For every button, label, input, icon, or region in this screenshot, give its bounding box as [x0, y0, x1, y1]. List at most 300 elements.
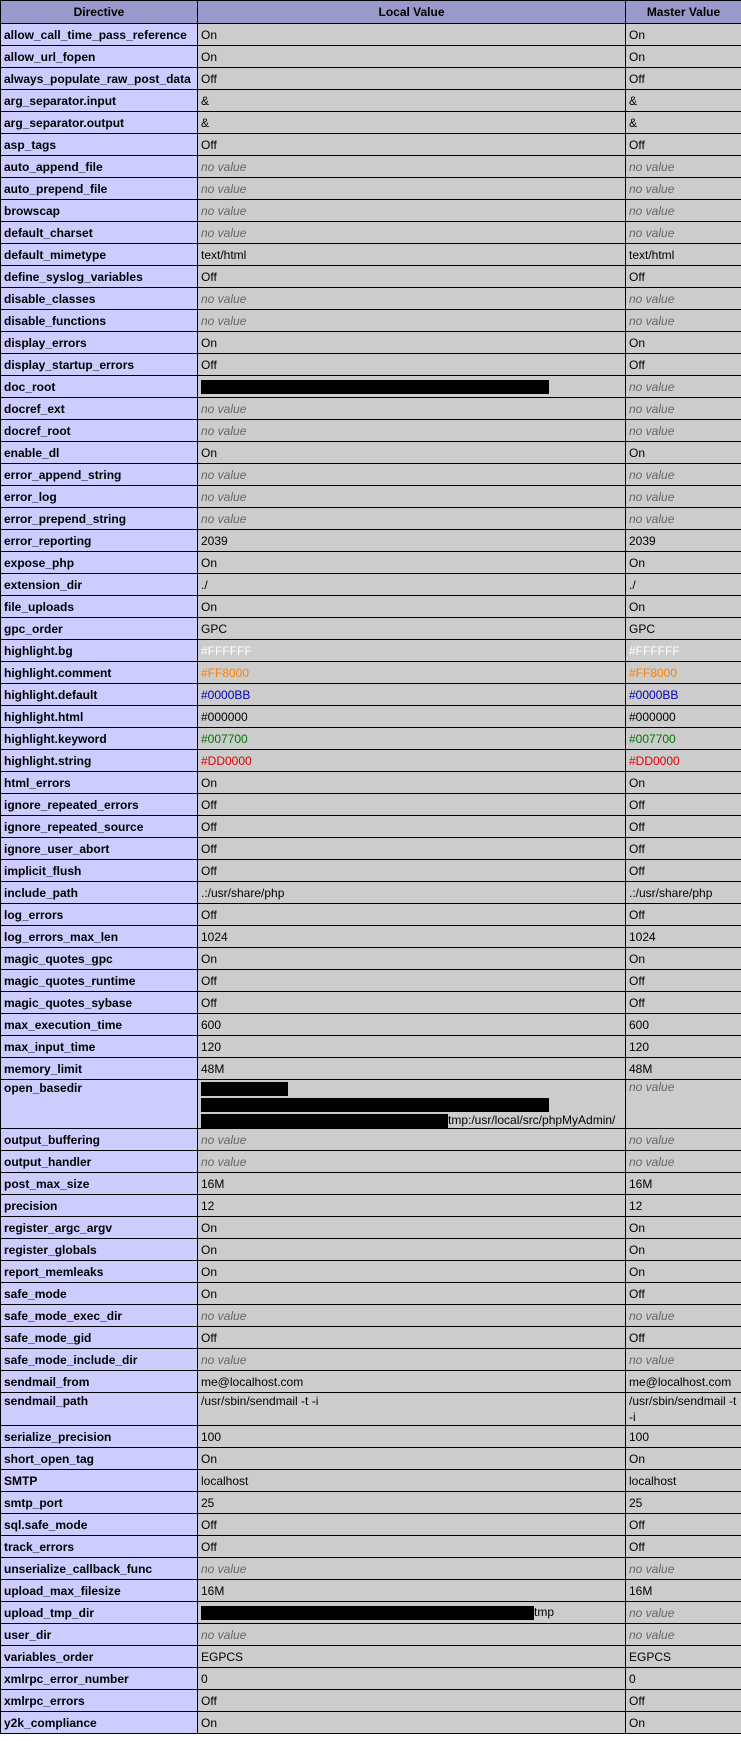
master-value: &	[626, 112, 741, 134]
local-value: On	[198, 1283, 626, 1305]
directive-name: safe_mode	[1, 1283, 198, 1305]
redaction-block	[201, 1082, 288, 1096]
no-value-text: no value	[629, 1352, 675, 1367]
no-value-text: no value	[201, 1627, 247, 1642]
no-value-text: no value	[629, 313, 675, 328]
master-value	[626, 1558, 741, 1580]
table-row	[1, 90, 741, 112]
table-row	[1, 420, 741, 442]
table-row	[1, 1261, 741, 1283]
directive-name: ignore_repeated_errors	[1, 794, 198, 816]
table-row	[1, 1305, 741, 1327]
directive-name: display_startup_errors	[1, 354, 198, 376]
no-value-text: no value	[201, 401, 247, 416]
directive-name: disable_functions	[1, 310, 198, 332]
master-value: &	[626, 90, 741, 112]
local-value: 600	[198, 1014, 626, 1036]
directive-name: max_input_time	[1, 1036, 198, 1058]
directive-name: safe_mode_include_dir	[1, 1349, 198, 1371]
directive-name: short_open_tag	[1, 1448, 198, 1470]
no-value-text: no value	[201, 1132, 247, 1147]
directive-name: implicit_flush	[1, 860, 198, 882]
no-value-text: no value	[629, 1308, 675, 1323]
table-row	[1, 1393, 741, 1426]
local-value	[198, 1080, 626, 1129]
directive-name: sql.safe_mode	[1, 1514, 198, 1536]
table-row	[1, 1239, 741, 1261]
master-value: On	[626, 46, 741, 68]
local-value: On	[198, 552, 626, 574]
table-row	[1, 772, 741, 794]
directive-name: safe_mode_exec_dir	[1, 1305, 198, 1327]
local-value: 16M	[198, 1580, 626, 1602]
no-value-text: no value	[629, 511, 675, 526]
local-value: 25	[198, 1492, 626, 1514]
master-value: On	[626, 24, 741, 46]
table-row	[1, 1470, 741, 1492]
directive-name: register_argc_argv	[1, 1217, 198, 1239]
master-value: On	[626, 442, 741, 464]
local-value	[198, 420, 626, 442]
table-row	[1, 178, 741, 200]
redaction-block	[201, 1098, 549, 1112]
master-value: Off	[626, 266, 741, 288]
directive-name: magic_quotes_runtime	[1, 970, 198, 992]
directive-name: highlight.comment	[1, 662, 198, 684]
table-row	[1, 904, 741, 926]
table-row	[1, 860, 741, 882]
table-row	[1, 1195, 741, 1217]
master-value	[626, 178, 741, 200]
table-row	[1, 1426, 741, 1448]
local-value: On	[198, 948, 626, 970]
no-value-text: no value	[201, 511, 247, 526]
master-value: GPC	[626, 618, 741, 640]
table-row	[1, 508, 741, 530]
no-value-text: no value	[201, 313, 247, 328]
no-value-text: no value	[629, 467, 675, 482]
master-value	[626, 1305, 741, 1327]
no-value-text: no value	[629, 1080, 675, 1094]
master-value: localhost	[626, 1470, 741, 1492]
table-row	[1, 244, 741, 266]
master-value: On	[626, 332, 741, 354]
master-value: .:/usr/share/php	[626, 882, 741, 904]
no-value-text: no value	[629, 1561, 675, 1576]
master-value: 48M	[626, 1058, 741, 1080]
redacted-line-suffix: tmp:/usr/local/src/phpMyAdmin/	[448, 1113, 616, 1127]
table-row	[1, 200, 741, 222]
directive-name: sendmail_path	[1, 1393, 198, 1426]
directive-name: docref_ext	[1, 398, 198, 420]
master-value: 2039	[626, 530, 741, 552]
local-value: 12	[198, 1195, 626, 1217]
no-value-text: no value	[201, 159, 247, 174]
table-row	[1, 948, 741, 970]
local-value	[198, 288, 626, 310]
directive-name: always_populate_raw_post_data	[1, 68, 198, 90]
no-value-text: no value	[629, 291, 675, 306]
directive-name: error_append_string	[1, 464, 198, 486]
master-value: Off	[626, 970, 741, 992]
directive-name: default_charset	[1, 222, 198, 244]
master-value: On	[626, 1712, 741, 1734]
directive-name: include_path	[1, 882, 198, 904]
no-value-text: no value	[201, 423, 247, 438]
master-value: On	[626, 1217, 741, 1239]
directive-name: smtp_port	[1, 1492, 198, 1514]
directive-name: max_execution_time	[1, 1014, 198, 1036]
local-value: On	[198, 1712, 626, 1734]
table-row	[1, 530, 741, 552]
table-row	[1, 1668, 741, 1690]
local-value: On	[198, 1217, 626, 1239]
local-value: #000000	[198, 706, 626, 728]
master-value	[626, 1349, 741, 1371]
local-value: me@localhost.com	[198, 1371, 626, 1393]
directive-name: extension_dir	[1, 574, 198, 596]
master-value	[626, 420, 741, 442]
table-row	[1, 46, 741, 68]
master-value: 100	[626, 1426, 741, 1448]
local-value: Off	[198, 816, 626, 838]
table-row	[1, 464, 741, 486]
local-value: &	[198, 90, 626, 112]
local-value: Off	[198, 1514, 626, 1536]
directive-name: define_syslog_variables	[1, 266, 198, 288]
directive-name: file_uploads	[1, 596, 198, 618]
master-value: On	[626, 552, 741, 574]
master-value: Off	[626, 794, 741, 816]
table-row	[1, 750, 741, 772]
local-value: Off	[198, 860, 626, 882]
table-row	[1, 266, 741, 288]
table-row	[1, 1217, 741, 1239]
local-value: Off	[198, 1536, 626, 1558]
master-value	[626, 156, 741, 178]
table-row	[1, 640, 741, 662]
table-row	[1, 926, 741, 948]
no-value-text: no value	[629, 489, 675, 504]
local-value: 1024	[198, 926, 626, 948]
table-row	[1, 1536, 741, 1558]
table-row	[1, 1690, 741, 1712]
directive-name: user_dir	[1, 1624, 198, 1646]
master-value: Off	[626, 816, 741, 838]
master-value: Off	[626, 68, 741, 90]
local-value: 2039	[198, 530, 626, 552]
directive-name: register_globals	[1, 1239, 198, 1261]
master-value: Off	[626, 1514, 741, 1536]
master-value: Off	[626, 838, 741, 860]
local-value: 100	[198, 1426, 626, 1448]
local-value: #FF8000	[198, 662, 626, 684]
table-row	[1, 1624, 741, 1646]
directive-name: allow_call_time_pass_reference	[1, 24, 198, 46]
directive-name: highlight.string	[1, 750, 198, 772]
table-row	[1, 992, 741, 1014]
master-value: On	[626, 596, 741, 618]
local-value: localhost	[198, 1470, 626, 1492]
table-row	[1, 112, 741, 134]
table-row	[1, 662, 741, 684]
local-value: On	[198, 442, 626, 464]
master-value: 16M	[626, 1173, 741, 1195]
directive-name: ignore_user_abort	[1, 838, 198, 860]
directive-name: gpc_order	[1, 618, 198, 640]
master-value	[626, 1080, 741, 1129]
directive-name: variables_order	[1, 1646, 198, 1668]
redaction-block	[201, 1114, 448, 1128]
table-row	[1, 1448, 741, 1470]
directive-name: highlight.keyword	[1, 728, 198, 750]
master-value: Off	[626, 134, 741, 156]
directive-name: display_errors	[1, 332, 198, 354]
no-value-text: no value	[629, 159, 675, 174]
master-value: 16M	[626, 1580, 741, 1602]
local-value: .:/usr/share/php	[198, 882, 626, 904]
directive-name: magic_quotes_sybase	[1, 992, 198, 1014]
local-value: Off	[198, 794, 626, 816]
local-value: Off	[198, 266, 626, 288]
local-value	[198, 398, 626, 420]
local-value	[198, 310, 626, 332]
directive-name: upload_tmp_dir	[1, 1602, 198, 1624]
directive-name: precision	[1, 1195, 198, 1217]
master-value: Off	[626, 860, 741, 882]
local-value	[198, 1602, 626, 1624]
local-value: Off	[198, 904, 626, 926]
directive-name: log_errors_max_len	[1, 926, 198, 948]
local-value: #0000BB	[198, 684, 626, 706]
local-value-column-header: Local Value	[198, 1, 626, 24]
master-value	[626, 398, 741, 420]
local-value: #007700	[198, 728, 626, 750]
directive-name: doc_root	[1, 376, 198, 398]
directive-name: arg_separator.input	[1, 90, 198, 112]
no-value-text: no value	[201, 181, 247, 196]
no-value-text: no value	[629, 1627, 675, 1642]
redacted-line	[201, 1112, 622, 1128]
local-value	[198, 508, 626, 530]
local-value: On	[198, 332, 626, 354]
no-value-text: no value	[201, 489, 247, 504]
directive-name: arg_separator.output	[1, 112, 198, 134]
master-value: Off	[626, 904, 741, 926]
master-value: 1024	[626, 926, 741, 948]
master-value	[626, 288, 741, 310]
local-value: Off	[198, 1327, 626, 1349]
table-row	[1, 816, 741, 838]
no-value-text: no value	[201, 203, 247, 218]
directive-name: enable_dl	[1, 442, 198, 464]
no-value-text: no value	[201, 1352, 247, 1367]
table-header-row	[1, 1, 741, 24]
master-value: 25	[626, 1492, 741, 1514]
table-row	[1, 574, 741, 596]
master-value: On	[626, 1448, 741, 1470]
local-value: On	[198, 24, 626, 46]
directive-name: output_handler	[1, 1151, 198, 1173]
table-row	[1, 1558, 741, 1580]
local-value	[198, 178, 626, 200]
directive-name: expose_php	[1, 552, 198, 574]
master-value	[626, 1602, 741, 1624]
local-value: Off	[198, 354, 626, 376]
table-row	[1, 354, 741, 376]
table-row	[1, 1173, 741, 1195]
table-row	[1, 1712, 741, 1734]
table-row	[1, 838, 741, 860]
table-row	[1, 1371, 741, 1393]
master-value: Off	[626, 1690, 741, 1712]
master-value	[626, 376, 741, 398]
master-value	[626, 1129, 741, 1151]
table-row	[1, 1283, 741, 1305]
local-value	[198, 1151, 626, 1173]
directive-name: xmlrpc_error_number	[1, 1668, 198, 1690]
master-value: Off	[626, 992, 741, 1014]
master-value: On	[626, 1261, 741, 1283]
no-value-text: no value	[201, 1561, 247, 1576]
local-value	[198, 200, 626, 222]
local-value	[198, 464, 626, 486]
table-row	[1, 24, 741, 46]
local-value	[198, 1349, 626, 1371]
local-value: On	[198, 1261, 626, 1283]
directive-name: docref_root	[1, 420, 198, 442]
master-value	[626, 200, 741, 222]
table-row	[1, 706, 741, 728]
table-row	[1, 684, 741, 706]
table-row	[1, 1014, 741, 1036]
directive-name: default_mimetype	[1, 244, 198, 266]
table-row	[1, 1349, 741, 1371]
local-value: Off	[198, 1690, 626, 1712]
local-value: ./	[198, 574, 626, 596]
table-row	[1, 1129, 741, 1151]
redaction-block	[201, 380, 549, 394]
redacted-line-suffix: tmp	[534, 1605, 555, 1620]
table-row	[1, 728, 741, 750]
local-value: On	[198, 46, 626, 68]
local-value: EGPCS	[198, 1646, 626, 1668]
master-value: 0	[626, 1668, 741, 1690]
table-row	[1, 288, 741, 310]
local-value: Off	[198, 970, 626, 992]
no-value-text: no value	[201, 291, 247, 306]
directive-name: output_buffering	[1, 1129, 198, 1151]
directive-rows	[1, 24, 741, 1734]
local-value: 0	[198, 1668, 626, 1690]
redacted-line	[201, 1605, 554, 1619]
redacted-line	[201, 1080, 622, 1096]
no-value-text: no value	[629, 1605, 675, 1620]
table-row	[1, 1327, 741, 1349]
directive-name: post_max_size	[1, 1173, 198, 1195]
no-value-text: no value	[629, 379, 675, 394]
directive-name: xmlrpc_errors	[1, 1690, 198, 1712]
directive-name: report_memleaks	[1, 1261, 198, 1283]
local-value	[198, 222, 626, 244]
directive-name: open_basedir	[1, 1080, 198, 1129]
table-row	[1, 398, 741, 420]
local-value: On	[198, 772, 626, 794]
local-value: Off	[198, 68, 626, 90]
directive-name: SMTP	[1, 1470, 198, 1492]
local-value	[198, 1624, 626, 1646]
master-value: Off	[626, 1283, 741, 1305]
table-row	[1, 156, 741, 178]
master-value: #000000	[626, 706, 741, 728]
table-row	[1, 1602, 741, 1624]
local-value	[198, 376, 626, 398]
no-value-text: no value	[629, 423, 675, 438]
no-value-text: no value	[201, 1154, 247, 1169]
table-row	[1, 1514, 741, 1536]
master-value: 120	[626, 1036, 741, 1058]
directive-name: magic_quotes_gpc	[1, 948, 198, 970]
redacted-line	[201, 1096, 622, 1112]
master-value	[626, 508, 741, 530]
table-row	[1, 310, 741, 332]
table-row	[1, 332, 741, 354]
directive-name: error_log	[1, 486, 198, 508]
master-value: Off	[626, 354, 741, 376]
table-row	[1, 222, 741, 244]
master-value: me@localhost.com	[626, 1371, 741, 1393]
directive-name: auto_append_file	[1, 156, 198, 178]
master-value: #FF8000	[626, 662, 741, 684]
table-row	[1, 882, 741, 904]
redacted-line	[201, 379, 549, 393]
directive-name: browscap	[1, 200, 198, 222]
local-value	[198, 1305, 626, 1327]
table-row	[1, 486, 741, 508]
directive-name: serialize_precision	[1, 1426, 198, 1448]
directive-name: track_errors	[1, 1536, 198, 1558]
no-value-text: no value	[629, 1154, 675, 1169]
local-value: On	[198, 1448, 626, 1470]
master-value-column-header: Master Value	[626, 1, 741, 24]
table-row	[1, 1580, 741, 1602]
table-row	[1, 376, 741, 398]
directive-name: y2k_compliance	[1, 1712, 198, 1734]
master-value	[626, 1624, 741, 1646]
directive-name: log_errors	[1, 904, 198, 926]
directive-column-header: Directive	[1, 1, 198, 24]
table-row	[1, 596, 741, 618]
master-value: On	[626, 772, 741, 794]
master-value: On	[626, 948, 741, 970]
master-value	[626, 310, 741, 332]
local-value: text/html	[198, 244, 626, 266]
master-value: Off	[626, 1327, 741, 1349]
master-value	[626, 486, 741, 508]
local-value: On	[198, 1239, 626, 1261]
directive-name: unserialize_callback_func	[1, 1558, 198, 1580]
redaction-block	[201, 1606, 534, 1620]
master-value	[626, 464, 741, 486]
table-row	[1, 1058, 741, 1080]
local-value: 48M	[198, 1058, 626, 1080]
master-value: On	[626, 1239, 741, 1261]
local-value: #FFFFFF	[198, 640, 626, 662]
table-row	[1, 552, 741, 574]
local-value: Off	[198, 838, 626, 860]
directive-name: safe_mode_gid	[1, 1327, 198, 1349]
no-value-text: no value	[201, 1308, 247, 1323]
